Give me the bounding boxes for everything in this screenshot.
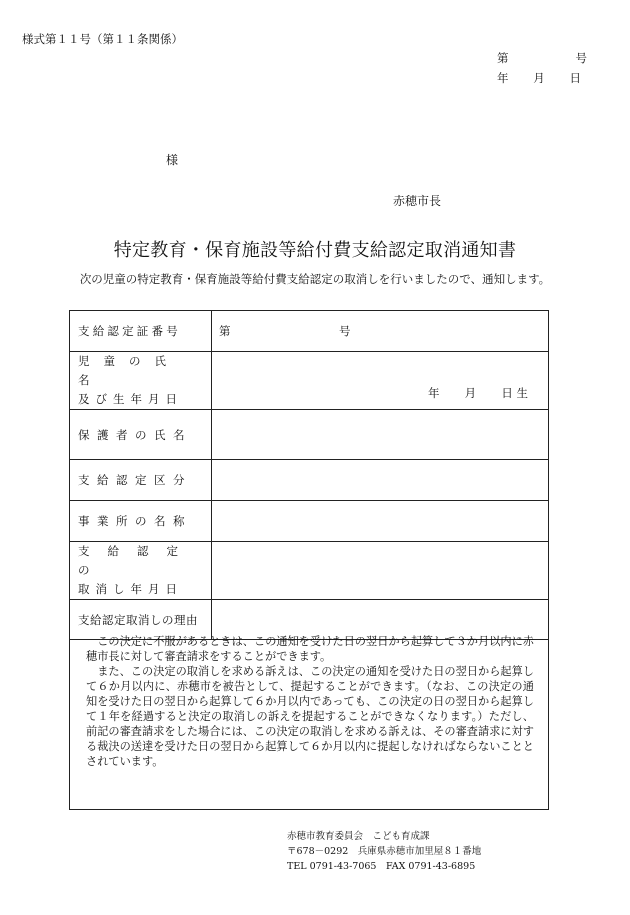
doc-number-prefix: 第 (497, 51, 509, 65)
label-certification-category: 支給認定区分 (78, 473, 192, 487)
appeal-notice (69, 614, 549, 810)
notice-paragraph-2: また、この決定の取消しを求める訴えは、この決定の通知を受けた日の翌日から起算して６か月以内に、赤穂市を被告として、提起することができます。（なお、この決定の通知を受けた日の翌日から起算して６か月以内であっても、この決定の日の翌日から起算して１年を経過すると決定の取消しの訴えを提起することができなくなります。）ただし、前記の審査請求をした場合には、この決定の取消しを求める訴えは、その審査請求に対する裁決の送達を受けた日の翌日から起算して６か月以内に提起しなければならないこととされています。 (86, 665, 534, 768)
birth-year: 年 (428, 386, 440, 400)
field-child-name-birth[interactable] (212, 352, 549, 410)
label-revocation-date-1: 支給認定の (78, 544, 196, 577)
label-guardian-name: 保護者の氏名 (78, 427, 192, 442)
label-revocation-reason: 支給認定取消しの理由 (78, 612, 198, 627)
field-guardian-name[interactable] (212, 410, 549, 460)
document-number (497, 50, 587, 66)
row-certification-category (70, 460, 549, 501)
row-facility-name (70, 501, 549, 542)
row-certificate-number (70, 311, 549, 352)
field-revocation-date[interactable] (212, 542, 549, 600)
issuer: 赤穂市長 (393, 194, 442, 208)
field-certification-category[interactable] (212, 460, 549, 501)
date-day: 日 (569, 71, 581, 85)
label-birthdate: 及び生年月日 (78, 392, 183, 406)
date-year: 年 (497, 71, 509, 85)
footer-address: 〒678－0292 兵庫県赤穂市加里屋８１番地 (287, 846, 482, 857)
label-certificate-number: 支給認定証番号 (78, 324, 181, 338)
certification-table (69, 310, 549, 640)
addressee-suffix: 様 (166, 153, 179, 167)
row-revocation-date (70, 542, 549, 600)
row-child-name-birth (70, 352, 549, 410)
footer-contact: TEL 0791-43-7065 FAX 0791-43-6895 (287, 861, 476, 872)
document-date (497, 70, 581, 86)
birth-day: 日 生 (501, 386, 528, 400)
label-child-name: 児童の氏名 (78, 354, 180, 387)
cert-number-suffix: 号 (339, 324, 351, 338)
lead-text: 次の児童の特定教育・保育施設等給付費支給認定の取消しを行いましたので、通知します。 (79, 272, 551, 286)
cert-number-prefix: 第 (219, 324, 231, 338)
label-revocation-date-2: 取消し年月日 (78, 582, 183, 596)
form-number: 様式第１１号（第１１条関係） (22, 32, 183, 46)
label-facility-name: 事業所の名称 (78, 514, 192, 528)
contact-footer (287, 829, 481, 874)
document-title: 特定教育・保育施設等給付費支給認定取消通知書 (113, 240, 517, 261)
row-guardian-name (70, 410, 549, 460)
doc-number-suffix: 号 (575, 51, 587, 65)
date-month: 月 (533, 71, 545, 85)
notice-paragraph-1: この決定に不服があるときは、この通知を受けた日の翌日から起算して３か月以内に赤穂市長に対して審査請求をすることができます。 (86, 635, 534, 663)
field-facility-name[interactable] (212, 501, 549, 542)
footer-department: 赤穂市教育委員会 こども育成課 (287, 831, 430, 842)
field-certificate-number[interactable] (212, 311, 549, 352)
birth-month: 月 (464, 386, 477, 400)
